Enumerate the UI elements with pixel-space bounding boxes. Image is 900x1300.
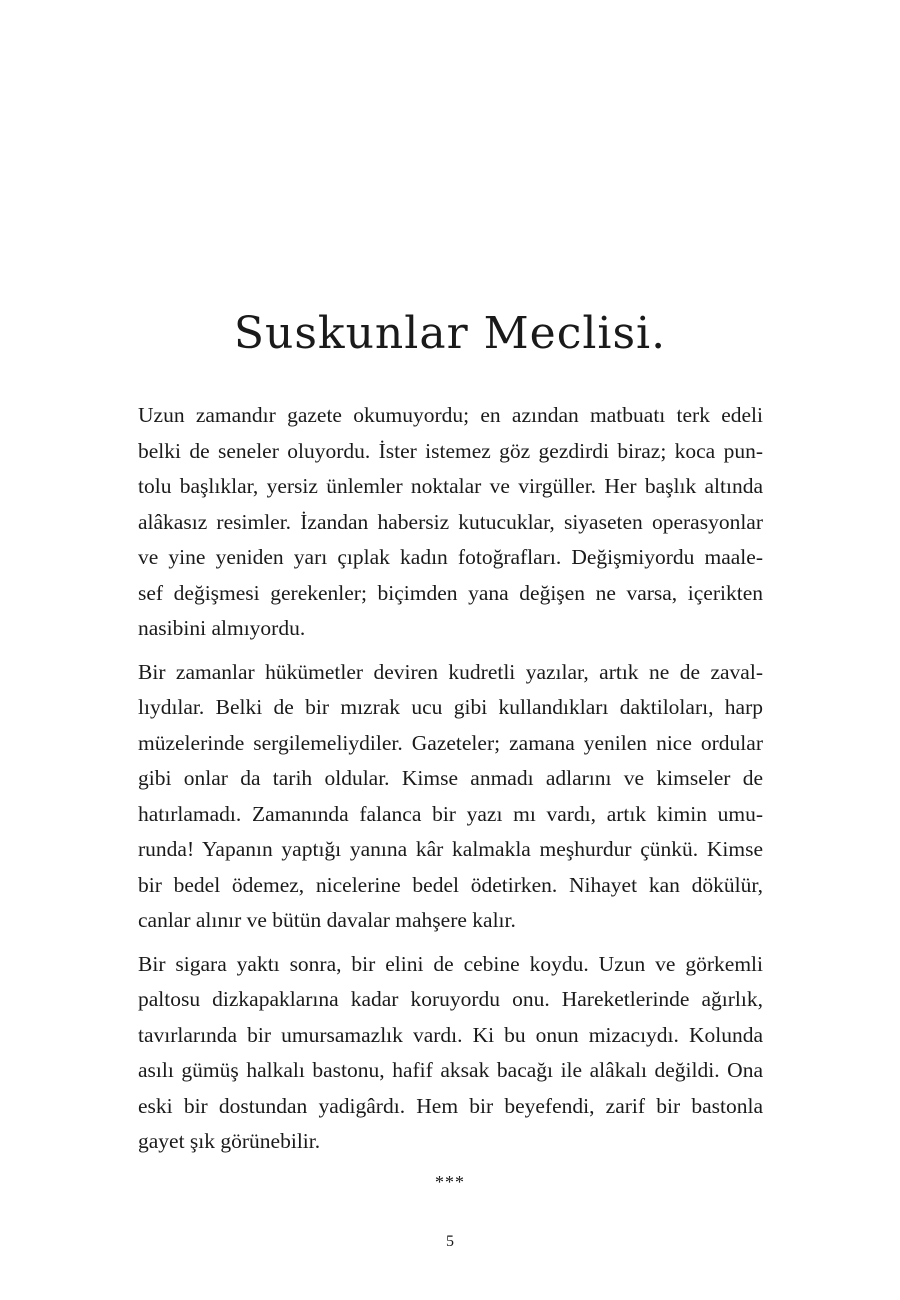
text-line: gayet şık görünebilir. (138, 1129, 321, 1153)
paragraph-2 (138, 655, 763, 939)
text-line: bir bedel ödemez, nicelerine bedel ödetirken. Nihayet kan dökülür, (138, 872, 763, 897)
text-line: alâkasız resimler. İzandan habersiz kutucuklar, siyaseten operasyonlar (138, 509, 763, 534)
text-line: gibi onlar da tarih oldular. Kimse anmadı adlarını ve kimseler de (138, 766, 763, 790)
page-number: 5 (446, 1233, 454, 1250)
chapter-title: Suskunlar Meclisi. (233, 308, 667, 359)
text-line: müzelerinde sergilemeliydiler. Gazeteler; zamana yenilen nice ordular (138, 730, 763, 755)
paragraph-3 (138, 947, 763, 1160)
text-line: tavırlarında bir umursamazlık vardı. Ki bu onun mizacıydı. Kolunda (138, 1022, 763, 1047)
text-line: runda! Yapanın yaptığı yanına kâr kalmakla meşhurdur çünkü. Kimse (138, 837, 763, 861)
text-line: Bir sigara yaktı sonra, bir elini de cebine koydu. Uzun ve görkemli (138, 951, 763, 976)
text-line: tolu başlıklar, yersiz ünlemler noktalar ve virgüller. Her başlık altında (138, 474, 763, 498)
text-line: lıydılar. Belki de bir mızrak ucu gibi kullandıkları daktiloları, harp (138, 695, 763, 719)
text-line: eski bir dostundan yadigârdı. Hem bir beyefendi, zarif bir bastonla (138, 1093, 763, 1118)
text-line: asılı gümüş halkalı bastonu, hafif aksak bacağı ile alâkalı değildi. Ona (138, 1058, 763, 1082)
text-line: belki de seneler oluyordu. İster istemez göz gezdirdi biraz; koca pun- (138, 438, 763, 463)
text-line: ve yine yeniden yarı çıplak kadın fotoğrafları. Değişmiyordu maale- (138, 545, 763, 569)
text-line: Uzun zamandır gazete okumuyordu; en azından matbuatı terk edeli (138, 403, 763, 427)
text-line: Bir zamanlar hükümetler deviren kudretli yazılar, artık ne de zaval- (138, 659, 763, 684)
text-line: canlar alınır ve bütün davalar mahşere kalır. (138, 908, 516, 932)
section-separator: *** (435, 1172, 465, 1192)
text-line: hatırlamadı. Zamanında falanca bir yazı mı vardı, artık kimin umu- (138, 801, 763, 826)
text-line: nasibini almıyordu. (138, 616, 306, 640)
text-line: sef değişmesi gerekenler; biçimden yana değişen ne varsa, içerikten (138, 580, 763, 605)
body-text (138, 398, 763, 1160)
paragraph-1 (138, 398, 763, 647)
text-line: paltosu dizkapaklarına kadar koruyordu onu. Hareketlerinde ağırlık, (138, 987, 763, 1011)
